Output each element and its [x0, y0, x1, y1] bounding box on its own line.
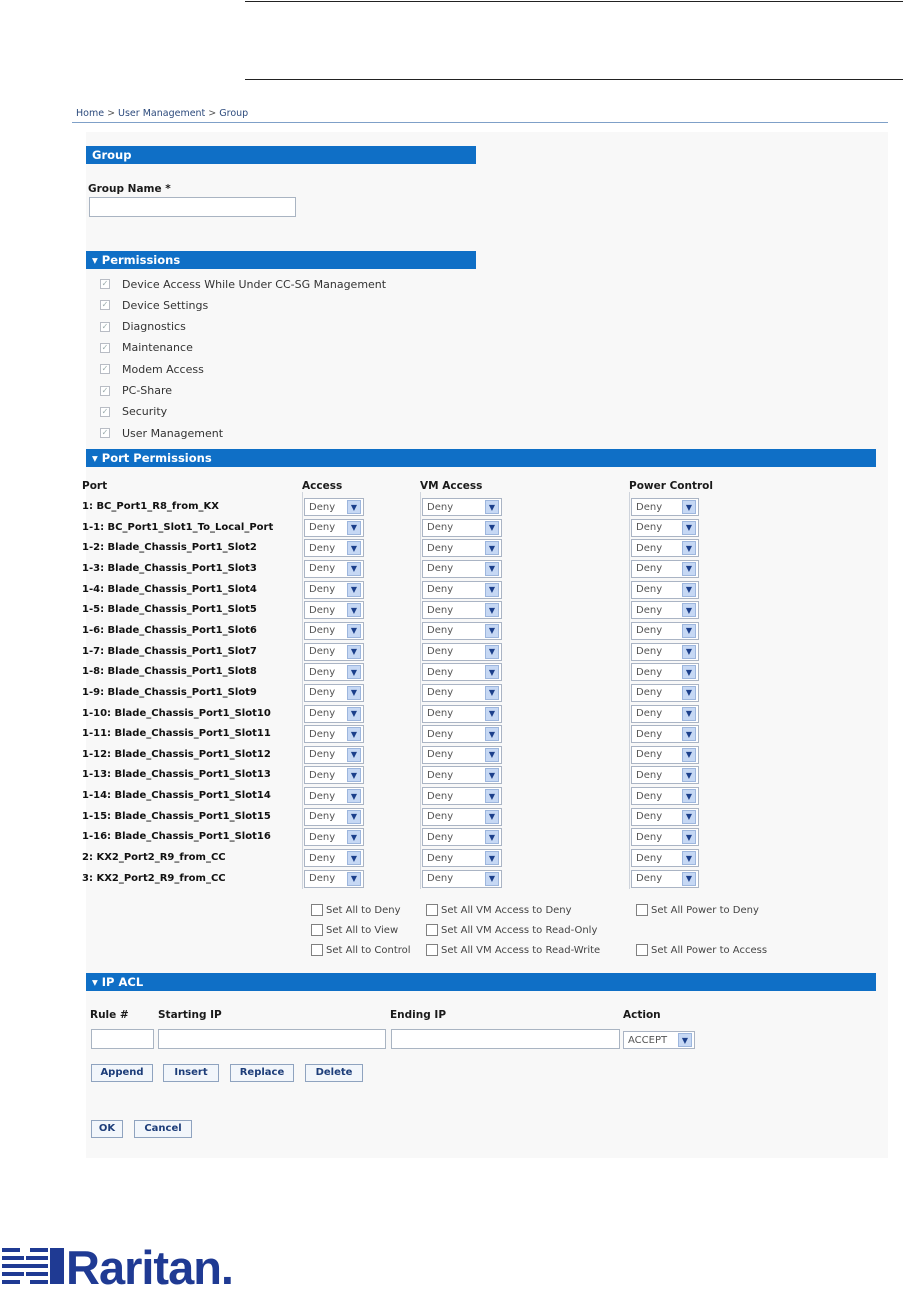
set-all-vm-checkbox-label: Set All VM Access to Read-Write: [441, 944, 601, 956]
permission-item[interactable]: [100, 276, 386, 292]
group-name-input[interactable]: [89, 197, 296, 217]
permission-label: Maintenance: [122, 341, 193, 355]
power-control-select-value: Deny: [636, 604, 663, 616]
port-name: 1-6: Blade_Chassis_Port1_Slot6: [82, 624, 257, 636]
vm-access-select-value: Deny: [427, 873, 454, 885]
access-select-value: Deny: [309, 646, 336, 658]
cancel-button[interactable]: Cancel: [134, 1120, 192, 1138]
set-all-power-access-checkbox-label: Set All Power to Access: [651, 944, 768, 956]
power-control-select[interactable]: [631, 622, 699, 640]
access-select-value: Deny: [309, 769, 336, 781]
power-control-select-value: Deny: [636, 563, 663, 575]
vm-access-select[interactable]: [422, 684, 502, 702]
port-name: 1-5: Blade_Chassis_Port1_Slot5: [82, 604, 257, 616]
access-select[interactable]: [304, 498, 364, 516]
chevron-down-icon: ▼: [682, 541, 696, 555]
vm-access-select-value: Deny: [427, 728, 454, 740]
access-column-header: Access: [302, 480, 343, 492]
chevron-down-icon: ▼: [347, 830, 361, 844]
chevron-down-icon: ▼: [485, 789, 499, 803]
set-all-vm-checkbox-label: Set All VM Access to Read-Only: [441, 924, 598, 936]
vm-access-select[interactable]: [422, 766, 502, 784]
vm-access-select[interactable]: [422, 870, 502, 888]
append-button[interactable]: Append: [91, 1064, 153, 1082]
port-name: 1-14: Blade_Chassis_Port1_Slot14: [82, 790, 271, 802]
breadcrumb-separator: >: [107, 108, 116, 119]
chevron-down-icon: ▼: [347, 748, 361, 762]
raritan-logo-mark: [0, 1244, 66, 1288]
chevron-down-icon: ▼: [347, 851, 361, 865]
ending-ip-input[interactable]: [391, 1029, 620, 1049]
access-select-value: Deny: [309, 687, 336, 699]
port-name: 1-2: Blade_Chassis_Port1_Slot2: [82, 542, 257, 554]
checkbox-checked-icon[interactable]: [100, 428, 110, 438]
power-control-select[interactable]: [631, 849, 699, 867]
vm-access-select-value: Deny: [427, 769, 454, 781]
access-select-value: Deny: [309, 563, 336, 575]
chevron-down-icon: ▼: [347, 624, 361, 638]
port-name: 1-1: BC_Port1_Slot1_To_Local_Port: [82, 521, 274, 533]
permission-label: Security: [122, 405, 168, 419]
port-name: 1-11: Blade_Chassis_Port1_Slot11: [82, 728, 271, 740]
vm-access-select-value: Deny: [427, 790, 454, 802]
chevron-down-icon: ▼: [682, 686, 696, 700]
breadcrumb-separator: >: [208, 108, 217, 119]
chevron-down-icon: ▼: [485, 665, 499, 679]
permission-item[interactable]: [100, 319, 186, 335]
vm-access-select[interactable]: [422, 808, 502, 826]
checkbox-checked-icon[interactable]: [100, 386, 110, 396]
port-name: 1-8: Blade_Chassis_Port1_Slot8: [82, 666, 257, 678]
port-name: 1-12: Blade_Chassis_Port1_Slot12: [82, 748, 271, 760]
access-select[interactable]: [304, 849, 364, 867]
power-control-select[interactable]: [631, 808, 699, 826]
raritan-logo: [0, 1241, 260, 1294]
chevron-down-icon: ▼: [347, 810, 361, 824]
port-permissions-section-header[interactable]: ▾ Port Permissions: [86, 449, 876, 467]
chevron-down-icon: ▼: [485, 521, 499, 535]
breadcrumb-user-management[interactable]: User Management: [118, 108, 206, 119]
vm-access-select-value: Deny: [427, 625, 454, 637]
power-control-select-value: Deny: [636, 749, 663, 761]
power-control-select[interactable]: [631, 663, 699, 681]
chevron-down-icon: ▼: [347, 707, 361, 721]
checkbox-icon[interactable]: [636, 944, 648, 956]
power-control-select[interactable]: [631, 705, 699, 723]
vm-access-select[interactable]: [422, 705, 502, 723]
top-rule: [245, 1, 903, 2]
power-control-select-value: Deny: [636, 687, 663, 699]
vm-access-select[interactable]: [422, 498, 502, 516]
port-name: 1-3: Blade_Chassis_Port1_Slot3: [82, 562, 257, 574]
access-select-value: Deny: [309, 604, 336, 616]
checkbox-checked-icon[interactable]: [100, 322, 110, 332]
power-control-select[interactable]: [631, 519, 699, 537]
access-select[interactable]: [304, 808, 364, 826]
rule-number-input[interactable]: [91, 1029, 154, 1049]
chevron-down-icon: ▼: [485, 603, 499, 617]
permission-label: Diagnostics: [122, 320, 186, 334]
starting-ip-header: Starting IP: [158, 1009, 222, 1021]
permission-item[interactable]: [100, 425, 223, 441]
access-select-value: Deny: [309, 728, 336, 740]
access-select[interactable]: [304, 519, 364, 537]
chevron-down-icon: ▼: [682, 810, 696, 824]
power-control-select[interactable]: [631, 828, 699, 846]
chevron-down-icon: ▼: [485, 562, 499, 576]
chevron-down-icon: ▼: [347, 603, 361, 617]
port-name: 3: KX2_Port2_R9_from_CC: [82, 872, 226, 884]
permission-item[interactable]: [100, 297, 208, 313]
access-select[interactable]: [304, 766, 364, 784]
chevron-down-icon: ▼: [347, 500, 361, 514]
access-select[interactable]: [304, 560, 364, 578]
chevron-down-icon: ▼: [485, 583, 499, 597]
permission-item[interactable]: [100, 340, 193, 356]
breadcrumb-group: Group: [219, 108, 249, 119]
group-section-header: Group: [86, 146, 476, 164]
checkbox-icon[interactable]: [311, 904, 323, 916]
power-control-select-value: Deny: [636, 790, 663, 802]
vm-access-select-value: Deny: [427, 563, 454, 575]
access-select[interactable]: [304, 643, 364, 661]
access-select-value: Deny: [309, 625, 336, 637]
vm-access-select[interactable]: [422, 622, 502, 640]
ending-ip-header: Ending IP: [390, 1009, 447, 1021]
access-select-value: Deny: [309, 831, 336, 843]
rule-number-header: Rule #: [90, 1009, 129, 1021]
set-all-vm-checkbox-label: Set All VM Access to Deny: [441, 904, 572, 916]
screenshot-frame: [72, 98, 888, 1158]
port-name: 1: BC_Port1_R8_from_KX: [82, 501, 219, 512]
chevron-down-icon: ▼: [347, 562, 361, 576]
vm-access-select[interactable]: [422, 663, 502, 681]
checkbox-icon[interactable]: [311, 924, 323, 936]
port-column-header: Port: [82, 480, 108, 492]
chevron-down-icon: ▼: [682, 707, 696, 721]
power-control-select-value: Deny: [636, 708, 663, 719]
port-name: 2: KX2_Port2_R9_from_CC: [82, 852, 226, 864]
vm-access-select[interactable]: [422, 539, 502, 557]
power-control-select[interactable]: [631, 643, 699, 661]
permission-label: PC-Share: [122, 384, 173, 397]
power-control-select-value: Deny: [636, 542, 663, 554]
starting-ip-input[interactable]: [158, 1029, 386, 1049]
vm-access-select-value: Deny: [427, 646, 454, 658]
permission-label: Device Access While Under CC-SG Management: [122, 277, 387, 291]
power-control-select[interactable]: [631, 560, 699, 578]
chevron-down-icon: ▼: [485, 645, 499, 659]
chevron-down-icon: ▼: [682, 665, 696, 679]
chevron-down-icon: ▼: [682, 562, 696, 576]
power-control-select[interactable]: [631, 539, 699, 557]
chevron-down-icon: ▼: [347, 686, 361, 700]
chevron-down-icon: ▼: [682, 768, 696, 782]
vm-access-select-value: Deny: [427, 604, 454, 616]
permission-item[interactable]: [100, 383, 172, 399]
power-control-select-value: Deny: [636, 769, 663, 781]
chevron-down-icon: ▼: [678, 1033, 692, 1047]
chevron-down-icon: ▼: [347, 521, 361, 535]
access-select[interactable]: [304, 828, 364, 846]
power-control-select-value: Deny: [636, 501, 663, 513]
chevron-down-icon: ▼: [485, 541, 499, 555]
power-control-select[interactable]: [631, 725, 699, 743]
checkbox-icon[interactable]: [636, 904, 648, 916]
permission-label: User Management: [122, 426, 224, 440]
power-control-select[interactable]: [631, 601, 699, 619]
set-all-vm-checkbox[interactable]: [426, 924, 597, 936]
set-all-vm-checkbox[interactable]: [426, 904, 572, 916]
chevron-down-icon: ▼: [347, 645, 361, 659]
chevron-down-icon: ▼: [347, 541, 361, 555]
vm-access-select[interactable]: [422, 849, 502, 867]
port-name: 1-7: Blade_Chassis_Port1_Slot7: [82, 645, 257, 657]
vm-access-column-header: VM Access: [420, 480, 483, 492]
permission-item[interactable]: [100, 361, 204, 377]
vm-access-select-value: Deny: [427, 749, 454, 761]
access-select[interactable]: [304, 663, 364, 681]
power-control-select[interactable]: [631, 870, 699, 888]
permission-label: Device Settings: [122, 298, 209, 312]
set-all-access-checkbox-label: Set All to Deny: [326, 904, 401, 916]
access-select[interactable]: [304, 684, 364, 702]
power-control-select[interactable]: [631, 581, 699, 599]
chevron-down-icon: ▼: [485, 830, 499, 844]
access-select-value: Deny: [309, 522, 336, 534]
power-control-select-value: Deny: [636, 831, 663, 843]
power-control-select-value: Deny: [636, 811, 663, 823]
chevron-down-icon: ▼: [682, 624, 696, 638]
checkbox-checked-icon[interactable]: [100, 364, 110, 374]
chevron-down-icon: ▼: [485, 707, 499, 721]
set-all-vm-checkbox[interactable]: [426, 944, 600, 956]
access-select[interactable]: [304, 601, 364, 619]
access-select[interactable]: [304, 539, 364, 557]
chevron-down-icon: ▼: [347, 789, 361, 803]
power-control-select-value: Deny: [636, 666, 663, 678]
vm-access-select[interactable]: [422, 725, 502, 743]
vm-access-select-value: Deny: [427, 666, 454, 678]
access-select-value: Deny: [309, 790, 336, 802]
access-select[interactable]: [304, 622, 364, 640]
set-all-power-access-checkbox[interactable]: [636, 944, 767, 956]
vm-access-select-value: Deny: [427, 522, 454, 534]
power-control-select-value: Deny: [636, 873, 663, 885]
checkbox-checked-icon[interactable]: [100, 407, 110, 417]
chevron-down-icon: ▼: [682, 851, 696, 865]
action-select[interactable]: [623, 1031, 695, 1049]
power-column-divider: [629, 492, 630, 889]
insert-button[interactable]: Insert: [163, 1064, 219, 1082]
power-control-select-value: Deny: [636, 584, 663, 596]
ok-button[interactable]: OK: [91, 1120, 123, 1138]
power-control-select[interactable]: [631, 498, 699, 516]
vm-access-select-value: Deny: [427, 687, 454, 699]
group-name-label: Group Name *: [88, 183, 171, 195]
action-select-value: ACCEPT: [628, 1034, 668, 1046]
chevron-down-icon: ▼: [682, 500, 696, 514]
chevron-down-icon: ▼: [682, 521, 696, 535]
vm-column-divider: [420, 492, 421, 889]
vm-access-select-value: Deny: [427, 501, 454, 513]
power-control-select[interactable]: [631, 787, 699, 805]
chevron-down-icon: ▼: [347, 872, 361, 886]
access-select[interactable]: [304, 725, 364, 743]
access-select[interactable]: [304, 746, 364, 764]
chevron-down-icon: ▼: [485, 851, 499, 865]
chevron-down-icon: ▼: [682, 603, 696, 617]
vm-access-select-value: Deny: [427, 708, 454, 719]
port-name: 1-10: Blade_Chassis_Port1_Slot10: [82, 707, 271, 719]
chevron-down-icon: ▼: [347, 583, 361, 597]
set-all-power-deny-checkbox[interactable]: [636, 904, 759, 916]
chevron-down-icon: ▼: [347, 768, 361, 782]
permission-item[interactable]: [100, 404, 167, 420]
access-select[interactable]: [304, 705, 364, 723]
raritan-logo-text: Raritan.: [66, 1241, 233, 1294]
vm-access-select[interactable]: [422, 746, 502, 764]
chevron-down-icon: ▼: [347, 665, 361, 679]
checkbox-icon[interactable]: [426, 904, 438, 916]
bottom-rule: [245, 79, 903, 80]
ip-acl-section-header[interactable]: ▾ IP ACL: [86, 973, 876, 991]
set-all-power-deny-checkbox-label: Set All Power to Deny: [651, 904, 759, 916]
breadcrumb-divider: [72, 122, 888, 123]
chevron-down-icon: ▼: [485, 810, 499, 824]
access-select-value: Deny: [309, 873, 336, 885]
access-select-value: Deny: [309, 708, 336, 719]
access-column-divider: [302, 492, 303, 889]
chevron-down-icon: ▼: [485, 500, 499, 514]
checkbox-icon[interactable]: [426, 924, 438, 936]
chevron-down-icon: ▼: [682, 748, 696, 762]
replace-button[interactable]: Replace: [230, 1064, 294, 1082]
vm-access-select[interactable]: [422, 519, 502, 537]
checkbox-checked-icon[interactable]: [100, 300, 110, 310]
access-select-value: Deny: [309, 584, 336, 596]
set-all-access-checkbox-label: Set All to View: [326, 924, 399, 936]
chevron-down-icon: ▼: [485, 686, 499, 700]
vm-access-select-value: Deny: [427, 852, 454, 864]
port-name: 1-9: Blade_Chassis_Port1_Slot9: [82, 686, 257, 698]
power-control-select[interactable]: [631, 684, 699, 702]
port-name: 1-15: Blade_Chassis_Port1_Slot15: [82, 810, 271, 822]
access-select[interactable]: [304, 787, 364, 805]
delete-button[interactable]: Delete: [305, 1064, 363, 1082]
chevron-down-icon: ▼: [682, 645, 696, 659]
set-all-access-checkbox[interactable]: [311, 924, 398, 936]
access-select[interactable]: [304, 870, 364, 888]
chevron-down-icon: ▼: [682, 789, 696, 803]
vm-access-select-value: Deny: [427, 542, 454, 554]
checkbox-checked-icon[interactable]: [100, 279, 110, 289]
breadcrumb: [76, 108, 248, 119]
action-header: Action: [623, 1009, 661, 1021]
access-select-value: Deny: [309, 852, 336, 864]
vm-access-select-value: Deny: [427, 831, 454, 843]
access-select-value: Deny: [309, 666, 336, 678]
power-control-select-value: Deny: [636, 625, 663, 637]
access-select-value: Deny: [309, 501, 336, 513]
power-control-select-value: Deny: [636, 852, 663, 864]
vm-access-select-value: Deny: [427, 811, 454, 823]
power-control-select[interactable]: [631, 746, 699, 764]
access-select-value: Deny: [309, 542, 336, 554]
power-control-select-value: Deny: [636, 522, 663, 534]
chevron-down-icon: ▼: [682, 830, 696, 844]
chevron-down-icon: ▼: [485, 768, 499, 782]
vm-access-select[interactable]: [422, 601, 502, 619]
chevron-down-icon: ▼: [485, 727, 499, 741]
vm-access-select[interactable]: [422, 581, 502, 599]
power-control-select-value: Deny: [636, 728, 663, 740]
checkbox-icon[interactable]: [311, 944, 323, 956]
port-name: 1-16: Blade_Chassis_Port1_Slot16: [82, 831, 271, 843]
chevron-down-icon: ▼: [485, 748, 499, 762]
set-all-access-checkbox[interactable]: [311, 904, 401, 916]
chevron-down-icon: ▼: [682, 872, 696, 886]
vm-access-select[interactable]: [422, 828, 502, 846]
chevron-down-icon: ▼: [682, 583, 696, 597]
group-form-panel: [82, 132, 888, 1158]
vm-access-select[interactable]: [422, 787, 502, 805]
chevron-down-icon: ▼: [485, 872, 499, 886]
breadcrumb-home[interactable]: Home: [76, 108, 105, 119]
chevron-down-icon: ▼: [682, 727, 696, 741]
vm-access-select[interactable]: [422, 643, 502, 661]
power-control-select-value: Deny: [636, 646, 663, 658]
permissions-section-header[interactable]: ▾ Permissions: [86, 251, 476, 269]
checkbox-checked-icon[interactable]: [100, 343, 110, 353]
chevron-down-icon: ▼: [347, 727, 361, 741]
vm-access-select-value: Deny: [427, 584, 454, 596]
checkbox-icon[interactable]: [426, 944, 438, 956]
chevron-down-icon: ▼: [485, 624, 499, 638]
port-name: 1-4: Blade_Chassis_Port1_Slot4: [82, 583, 257, 595]
set-all-access-checkbox[interactable]: [311, 944, 411, 956]
access-select-value: Deny: [309, 811, 336, 823]
access-select-value: Deny: [309, 749, 336, 761]
permission-label: Modem Access: [122, 362, 204, 376]
power-control-column-header: Power Control: [629, 480, 713, 492]
port-name: 1-13: Blade_Chassis_Port1_Slot13: [82, 769, 271, 781]
access-select[interactable]: [304, 581, 364, 599]
vm-access-select[interactable]: [422, 560, 502, 578]
set-all-access-checkbox-label: Set All to Control: [326, 944, 411, 956]
power-control-select[interactable]: [631, 766, 699, 784]
